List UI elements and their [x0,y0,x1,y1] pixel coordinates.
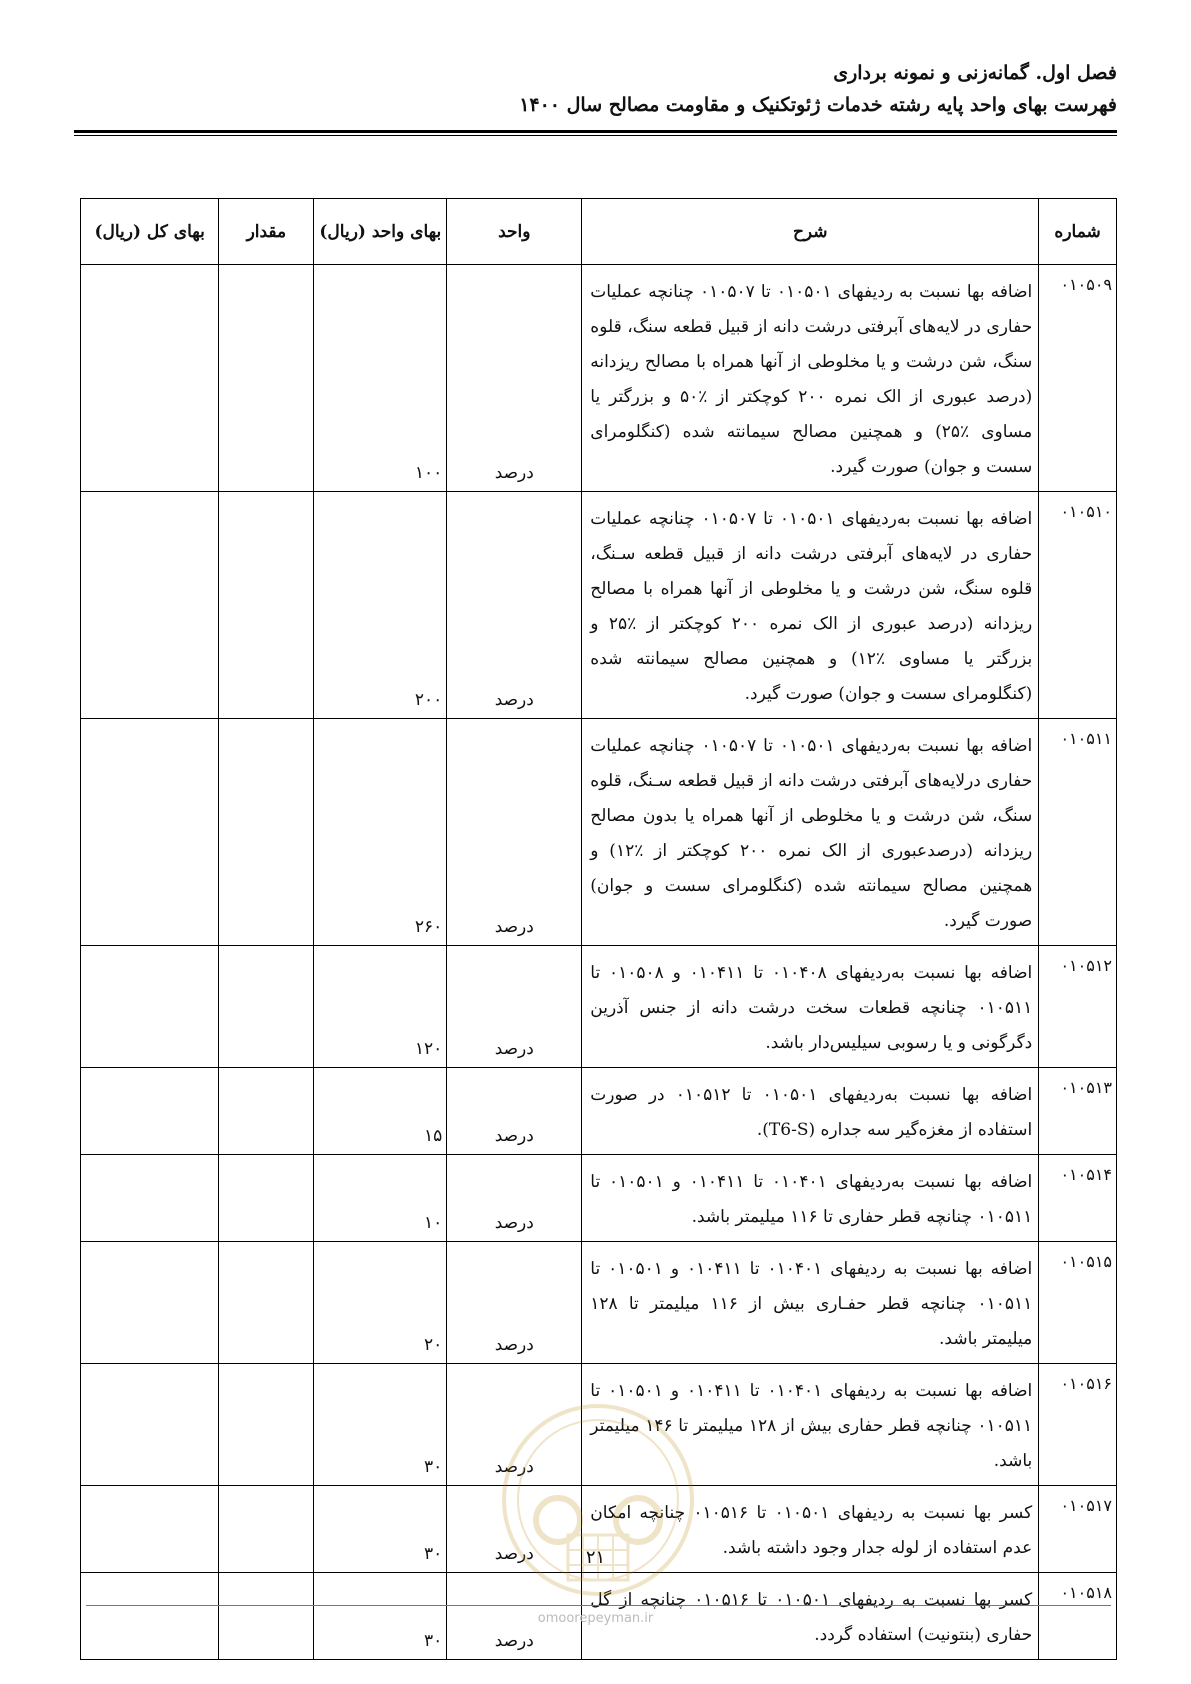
row-code: ۰۱۰۵۱۱ [1039,719,1117,946]
row-description: کسر بها نسبت به ردیفهای ۰۱۰۵۰۱ تا ۰۱۰۵۱۶ چنانچه از گل حفاری (بنتونیت) استفاده گردد. [582,1573,1039,1660]
row-unit-price: ۲۰۰ [314,492,447,719]
table-row [81,1242,1117,1364]
chapter-title: فصل اول. گمانه‌زنی و نمونه برداری [833,62,1117,84]
row-description: اضافه بها نسبت به ردیفهای ۰۱۰۴۰۱ تا ۰۱۰۴۱۱ و ۰۱۰۵۰۱ تا ۰۱۰۵۱۱ چنانچه قطر حفاری بیش از ۱۲۸ میلیمتر تا ۱۴۶ میلیمتر باشد. [582,1364,1039,1486]
seal-logo-icon [498,1400,698,1600]
row-code: ۰۱۰۵۰۹ [1039,265,1117,492]
row-unit-price: ۲۶۰ [314,719,447,946]
row-description: اضافه بها نسبت به‌ردیفهای ۰۱۰۵۰۱ تا ۰۱۰۵۰۷ چنانچه عملیات حفاری درلایه‌های آبرفتی درشت دانه از قبیل قطعه سـنگ، قلوه سنگ، شن درشت و یا مخلوطی از آنها همراه یا بدون مصالح ریزدانه (درصدعبوری از الک نمره ۲۰۰ کوچکتر از ٪۱۲) و همچنین مصالح سیمانته شده (کنگلومرای سست و جوان) صورت گیرد. [582,719,1039,946]
row-unit: درصد [447,1242,582,1364]
row-unit: درصد [447,1364,582,1486]
row-description: اضافه بها نسبت به‌ردیفهای ۰۱۰۵۰۱ تا ۰۱۰۵۰۷ چنانچه عملیات حفاری در لایه‌های آبرفتی درشت دانه از قبیل قطعه سـنگ، قلوه سنگ، شن درشت و یا مخلوطی از آنها همراه با مصالح ریزدانه (درصد عبوری از الک نمره ۲۰۰ کوچکتر از ٪۲۵ و بزرگتر یا مساوی ٪۱۲) و همچنین مصالح سیمانته شده (کنگلومرای سست و جوان) صورت گیرد. [582,492,1039,719]
row-description: اضافه بها نسبت به‌ردیفهای ۰۱۰۴۰۸ تا ۰۱۰۴۱۱ و ۰۱۰۵۰۸ تا ۰۱۰۵۱۱ چنانچه قطعات سخت درشت دانه از جنس آذرین دگرگونی و یا رسوبی سیلیس‌دار باشد. [582,946,1039,1068]
table-row [81,719,1117,946]
row-unit-price: ۱۰۰ [314,265,447,492]
table-row [81,265,1117,492]
row-total-price [81,1364,219,1486]
row-quantity [219,1364,314,1486]
row-unit-price: ۱۰ [314,1155,447,1242]
row-total-price [81,265,219,492]
row-code: ۰۱۰۵۱۶ [1039,1364,1117,1486]
page-header [74,58,1117,120]
col-header-number: شماره [1039,199,1117,265]
col-header-unit: واحد [447,199,582,265]
row-unit-price: ۳۰ [314,1364,447,1486]
row-quantity [219,492,314,719]
row-code: ۰۱۰۵۱۸ [1039,1573,1117,1660]
row-unit-price: ۲۰ [314,1242,447,1364]
row-quantity [219,719,314,946]
row-description: اضافه بها نسبت به ردیفهای ۰۱۰۴۰۱ تا ۰۱۰۴۱۱ و ۰۱۰۵۰۱ تا ۰۱۰۵۱۱ چنانچه قطر حفـاری بیش از ۱۱۶ میلیمتر تا ۱۲۸ میلیمتر باشد. [582,1242,1039,1364]
row-unit-price: ۱۲۰ [314,946,447,1068]
row-unit: درصد [447,1573,582,1660]
row-quantity [219,1155,314,1242]
row-quantity [219,1242,314,1364]
row-total-price [81,719,219,946]
row-code: ۰۱۰۵۱۲ [1039,946,1117,1068]
row-total-price [81,1242,219,1364]
row-unit: درصد [447,1486,582,1573]
row-description: کسر بها نسبت به ردیفهای ۰۱۰۵۰۱ تا ۰۱۰۵۱۶ چنانچه امکان عدم استفاده از لوله جدار وجود داشته باشد. [582,1486,1039,1573]
table-row [81,946,1117,1068]
row-total-price [81,946,219,1068]
row-unit-price: ۳۰ [314,1486,447,1573]
row-description: اضافه بها نسبت به ردیفهای ۰۱۰۵۰۱ تا ۰۱۰۵۰۷ چنانچه عملیات حفاری در لایه‌های آبرفتی درشت دانه از قبیل قطعه سنگ، قلوه سنگ، شن درشت و یا مخلوطی از آنها همراه با مصالح ریزدانه (درصد عبوری از الک نمره ۲۰۰ کوچکتر از ٪۵۰ و بزرگتر یا مساوی ٪۲۵) و همچنین مصالح سیمانته شده (کنگلومرای سست و جوان) صورت گیرد. [582,265,1039,492]
table-row [81,492,1117,719]
row-code: ۰۱۰۵۱۵ [1039,1242,1117,1364]
row-quantity [219,1068,314,1155]
table-header-row [81,199,1117,265]
header-rule-thin [74,135,1117,136]
row-unit: درصد [447,492,582,719]
row-unit-price: ۳۰ [314,1573,447,1660]
website-label: omoorepeyman.ir [537,1611,654,1626]
row-code: ۰۱۰۵۱۷ [1039,1486,1117,1573]
row-unit: درصد [447,265,582,492]
col-header-description: شرح [582,199,1039,265]
col-header-total-price: بهای کل (ریال) [81,199,219,265]
row-unit: درصد [447,719,582,946]
row-code: ۰۱۰۵۱۳ [1039,1068,1117,1155]
row-description: اضافه بها نسبت به‌ردیفهای ۰۱۰۵۰۱ تا ۰۱۰۵۱۲ در صورت استفاده از مغزه‌گیر سه جداره (T6-S). [582,1068,1039,1155]
page-number: ۲۱ [585,1547,606,1568]
row-unit: درصد [447,1068,582,1155]
header-rule [74,130,1117,133]
table-row [81,1155,1117,1242]
col-header-unit-price: بهای واحد (ریال) [314,199,447,265]
row-unit: درصد [447,1155,582,1242]
row-description: اضافه بها نسبت به‌ردیفهای ۰۱۰۴۰۱ تا ۰۱۰۴۱۱ و ۰۱۰۵۰۱ تا ۰۱۰۵۱۱ چنانچه قطر حفاری تا ۱۱۶ میلیمتر باشد. [582,1155,1039,1242]
footer-rule [86,1605,1111,1606]
document-title: فهرست بهای واحد پایه رشته خدمات ژئوتکنیک و مقاومت مصالح سال ۱۴۰۰ [519,94,1117,116]
row-quantity [219,265,314,492]
row-code: ۰۱۰۵۱۰ [1039,492,1117,719]
row-total-price [81,492,219,719]
col-header-quantity: مقدار [219,199,314,265]
row-unit: درصد [447,946,582,1068]
row-quantity [219,946,314,1068]
row-total-price [81,1068,219,1155]
row-total-price [81,1155,219,1242]
table-row [81,1068,1117,1155]
row-unit-price: ۱۵ [314,1068,447,1155]
row-code: ۰۱۰۵۱۴ [1039,1155,1117,1242]
